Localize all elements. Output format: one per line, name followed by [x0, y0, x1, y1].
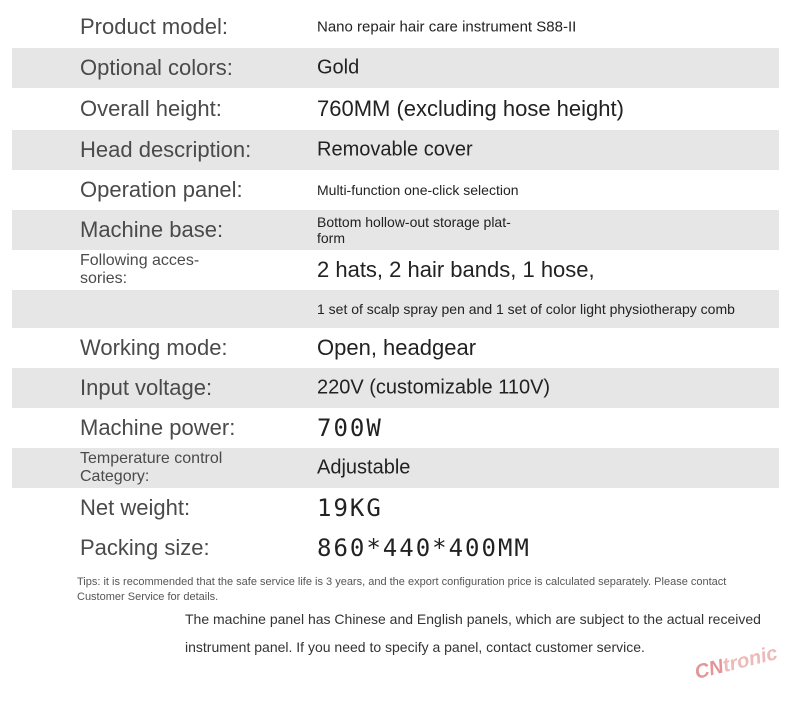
- spec-row-head-description: [12, 130, 779, 170]
- spec-value: 700W: [317, 414, 383, 442]
- watermark-suffix: tronic: [720, 642, 780, 677]
- spec-label: Packing size:: [80, 535, 210, 560]
- spec-value: Nano repair hair care instrument S88-II: [317, 18, 577, 36]
- spec-label: Overall height:: [80, 96, 222, 121]
- spec-row-accessories-continued: [12, 290, 779, 328]
- spec-row-accessories: [12, 250, 779, 290]
- spec-label: Optional colors:: [80, 55, 233, 80]
- spec-value: Removable cover: [317, 138, 473, 161]
- spec-row-packing-size: [12, 528, 779, 568]
- spec-value: 2 hats, 2 hair bands, 1 hose,: [317, 257, 595, 282]
- spec-row-operation-panel: [12, 170, 779, 210]
- spec-row-optional-colors: [12, 48, 779, 88]
- spec-value: Open, headgear: [317, 335, 477, 360]
- spec-value: 860*440*400MM: [317, 534, 531, 562]
- spec-row-working-mode: [12, 328, 779, 368]
- panel-note: The machine panel has Chinese and English panels, which are subject to the actual received instrument panel. If you need to specify a panel, contact customer service.: [185, 611, 761, 655]
- spec-label: Machine power:: [80, 415, 236, 440]
- spec-label: Head description:: [80, 137, 252, 162]
- spec-row-net-weight: [12, 488, 779, 528]
- spec-row-temperature-control: [12, 448, 779, 488]
- spec-row-overall-height: [12, 88, 779, 130]
- spec-row-machine-power: [12, 408, 779, 448]
- spec-value: 220V (customizable 110V): [317, 376, 551, 399]
- spec-value: Bottom hollow-out storage plat-form: [317, 214, 511, 246]
- spec-label: Working mode:: [80, 335, 228, 360]
- spec-value: Multi-function one-click selection: [317, 182, 519, 198]
- spec-label: Net weight:: [80, 495, 191, 520]
- spec-label: Machine base:: [80, 217, 224, 242]
- spec-row-machine-base: [12, 210, 779, 250]
- spec-label: Operation panel:: [80, 177, 243, 202]
- spec-table: [12, 6, 779, 568]
- spec-row-input-voltage: [12, 368, 779, 408]
- watermark-prefix: CN: [692, 655, 726, 684]
- spec-label: Input voltage:: [80, 375, 213, 400]
- spec-value: 760MM (excluding hose height): [317, 96, 624, 121]
- spec-label: Temperature control Category:: [80, 450, 223, 485]
- spec-label: Following acces-sories:: [80, 252, 200, 287]
- spec-row-product-model: [12, 6, 779, 48]
- spec-value: 1 set of scalp spray pen and 1 set of color light physiotherapy comb: [317, 301, 735, 317]
- spec-value: Gold: [317, 56, 360, 79]
- spec-value: 19KG: [317, 494, 383, 522]
- tips-text: Tips: it is recommended that the safe service life is 3 years, and the export configuration price is calculated separately. Please contact Customer Service for details.: [77, 576, 727, 603]
- spec-label: Product model:: [80, 14, 228, 39]
- spec-value: Adjustable: [317, 456, 411, 479]
